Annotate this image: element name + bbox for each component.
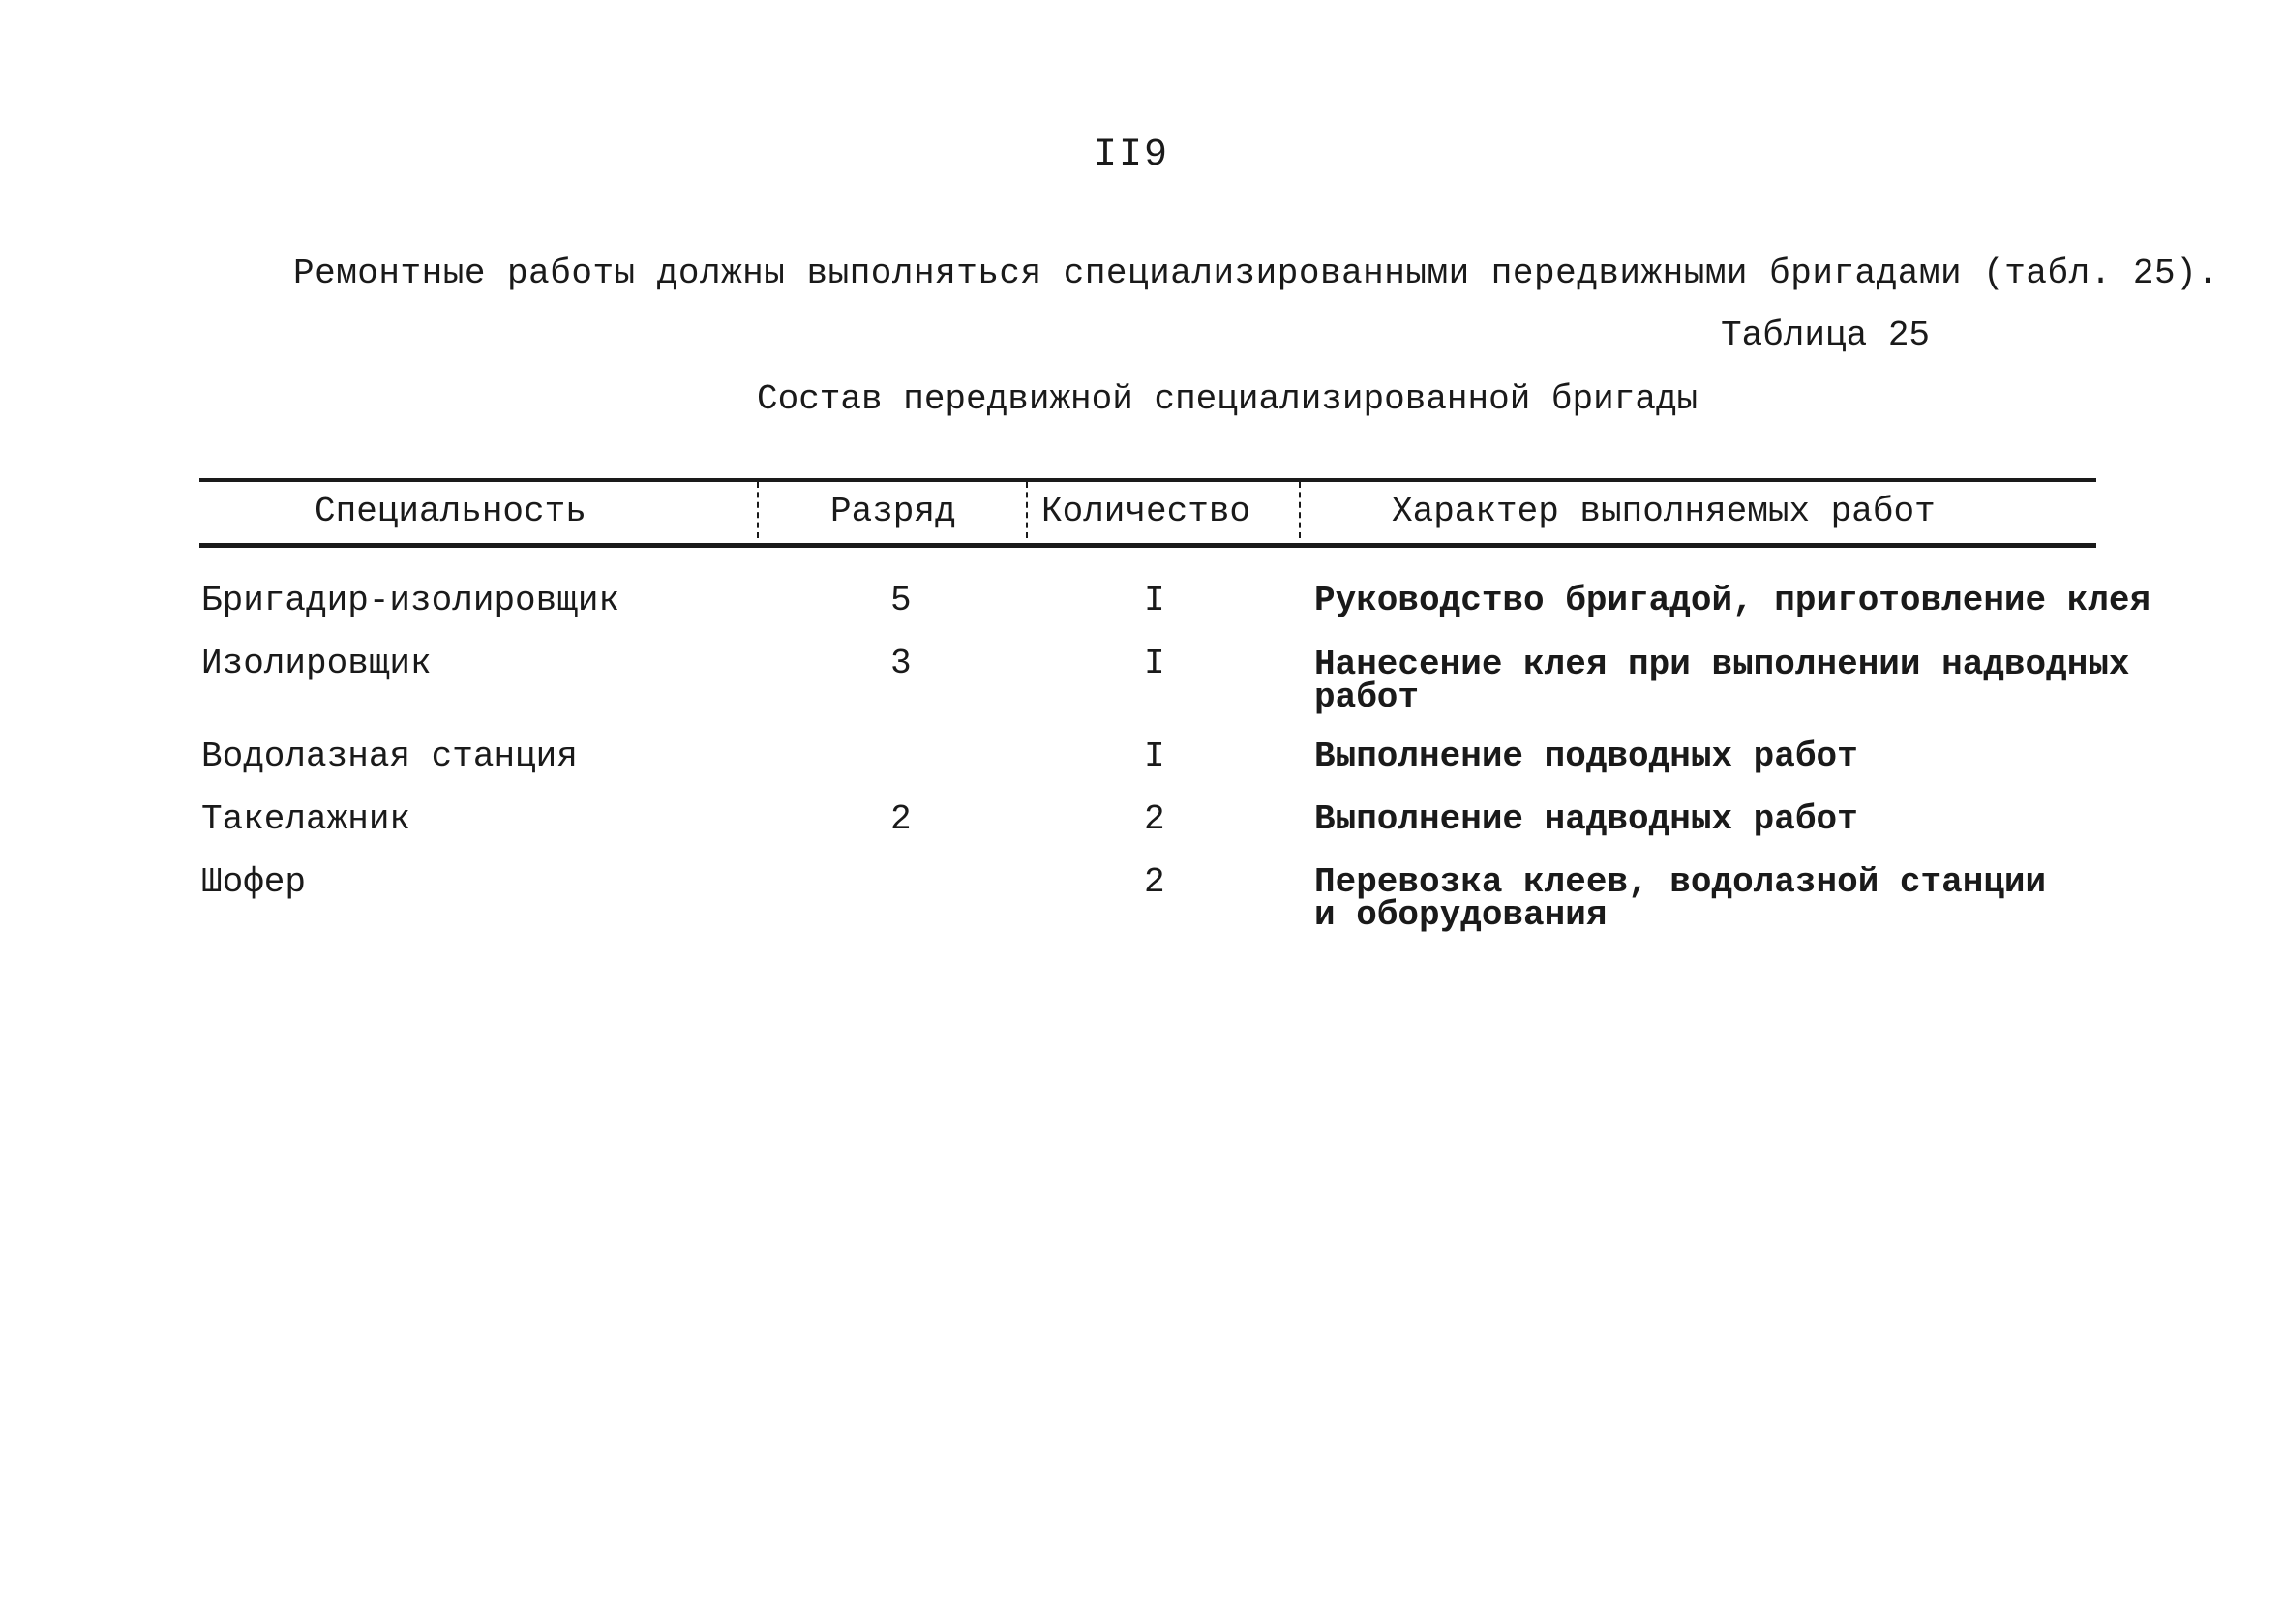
header-specialty: Специальность (315, 492, 586, 531)
header-work: Характер выполняемых работ (1392, 492, 1936, 531)
cell-specialty: Водолазная станция (201, 737, 578, 776)
table-header-rule (199, 543, 2096, 548)
cell-work-line2: и оборудования (1314, 895, 1608, 935)
cell-quantity: 2 (1144, 799, 1165, 839)
table-title: Состав передвижной специализированной бригады (757, 379, 1699, 419)
cell-work-line2: работ (1314, 677, 1420, 717)
table-top-rule (199, 478, 2096, 482)
cell-quantity: I (1144, 644, 1165, 683)
cell-specialty: Шофер (201, 862, 307, 902)
cell-work-line1: Выполнение надводных работ (1314, 799, 1858, 839)
cell-rank: 5 (890, 581, 912, 620)
page-number: II9 (1094, 134, 1170, 177)
cell-work-line1: Нанесение клея при выполнении надводных (1314, 645, 2130, 684)
cell-rank: 3 (890, 644, 912, 683)
cell-quantity: 2 (1144, 862, 1165, 902)
header-quantity: Количество (1041, 492, 1251, 531)
cell-specialty: Такелажник (201, 799, 411, 839)
cell-work-line1: Перевозка клеев, водолазной станции (1314, 862, 2047, 902)
cell-specialty: Изолировщик (201, 644, 432, 683)
cell-work-line1: Выполнение подводных работ (1314, 737, 1858, 776)
cell-work-line1: Руководство бригадой, приготовление клея (1314, 581, 2151, 620)
intro-paragraph: Ремонтные работы должны выполняться специализированными передвижными бригадами (табл. 25). (293, 254, 2219, 293)
cell-rank: 2 (890, 799, 912, 839)
header-rank: Разряд (830, 492, 956, 531)
cell-specialty: Бригадир-изолировщик (201, 581, 620, 620)
header-divider (757, 482, 759, 538)
header-divider (1026, 482, 1028, 538)
cell-quantity: I (1144, 581, 1165, 620)
header-divider (1299, 482, 1301, 538)
cell-quantity: I (1144, 737, 1165, 776)
table-label: Таблица 25 (1721, 316, 1931, 355)
